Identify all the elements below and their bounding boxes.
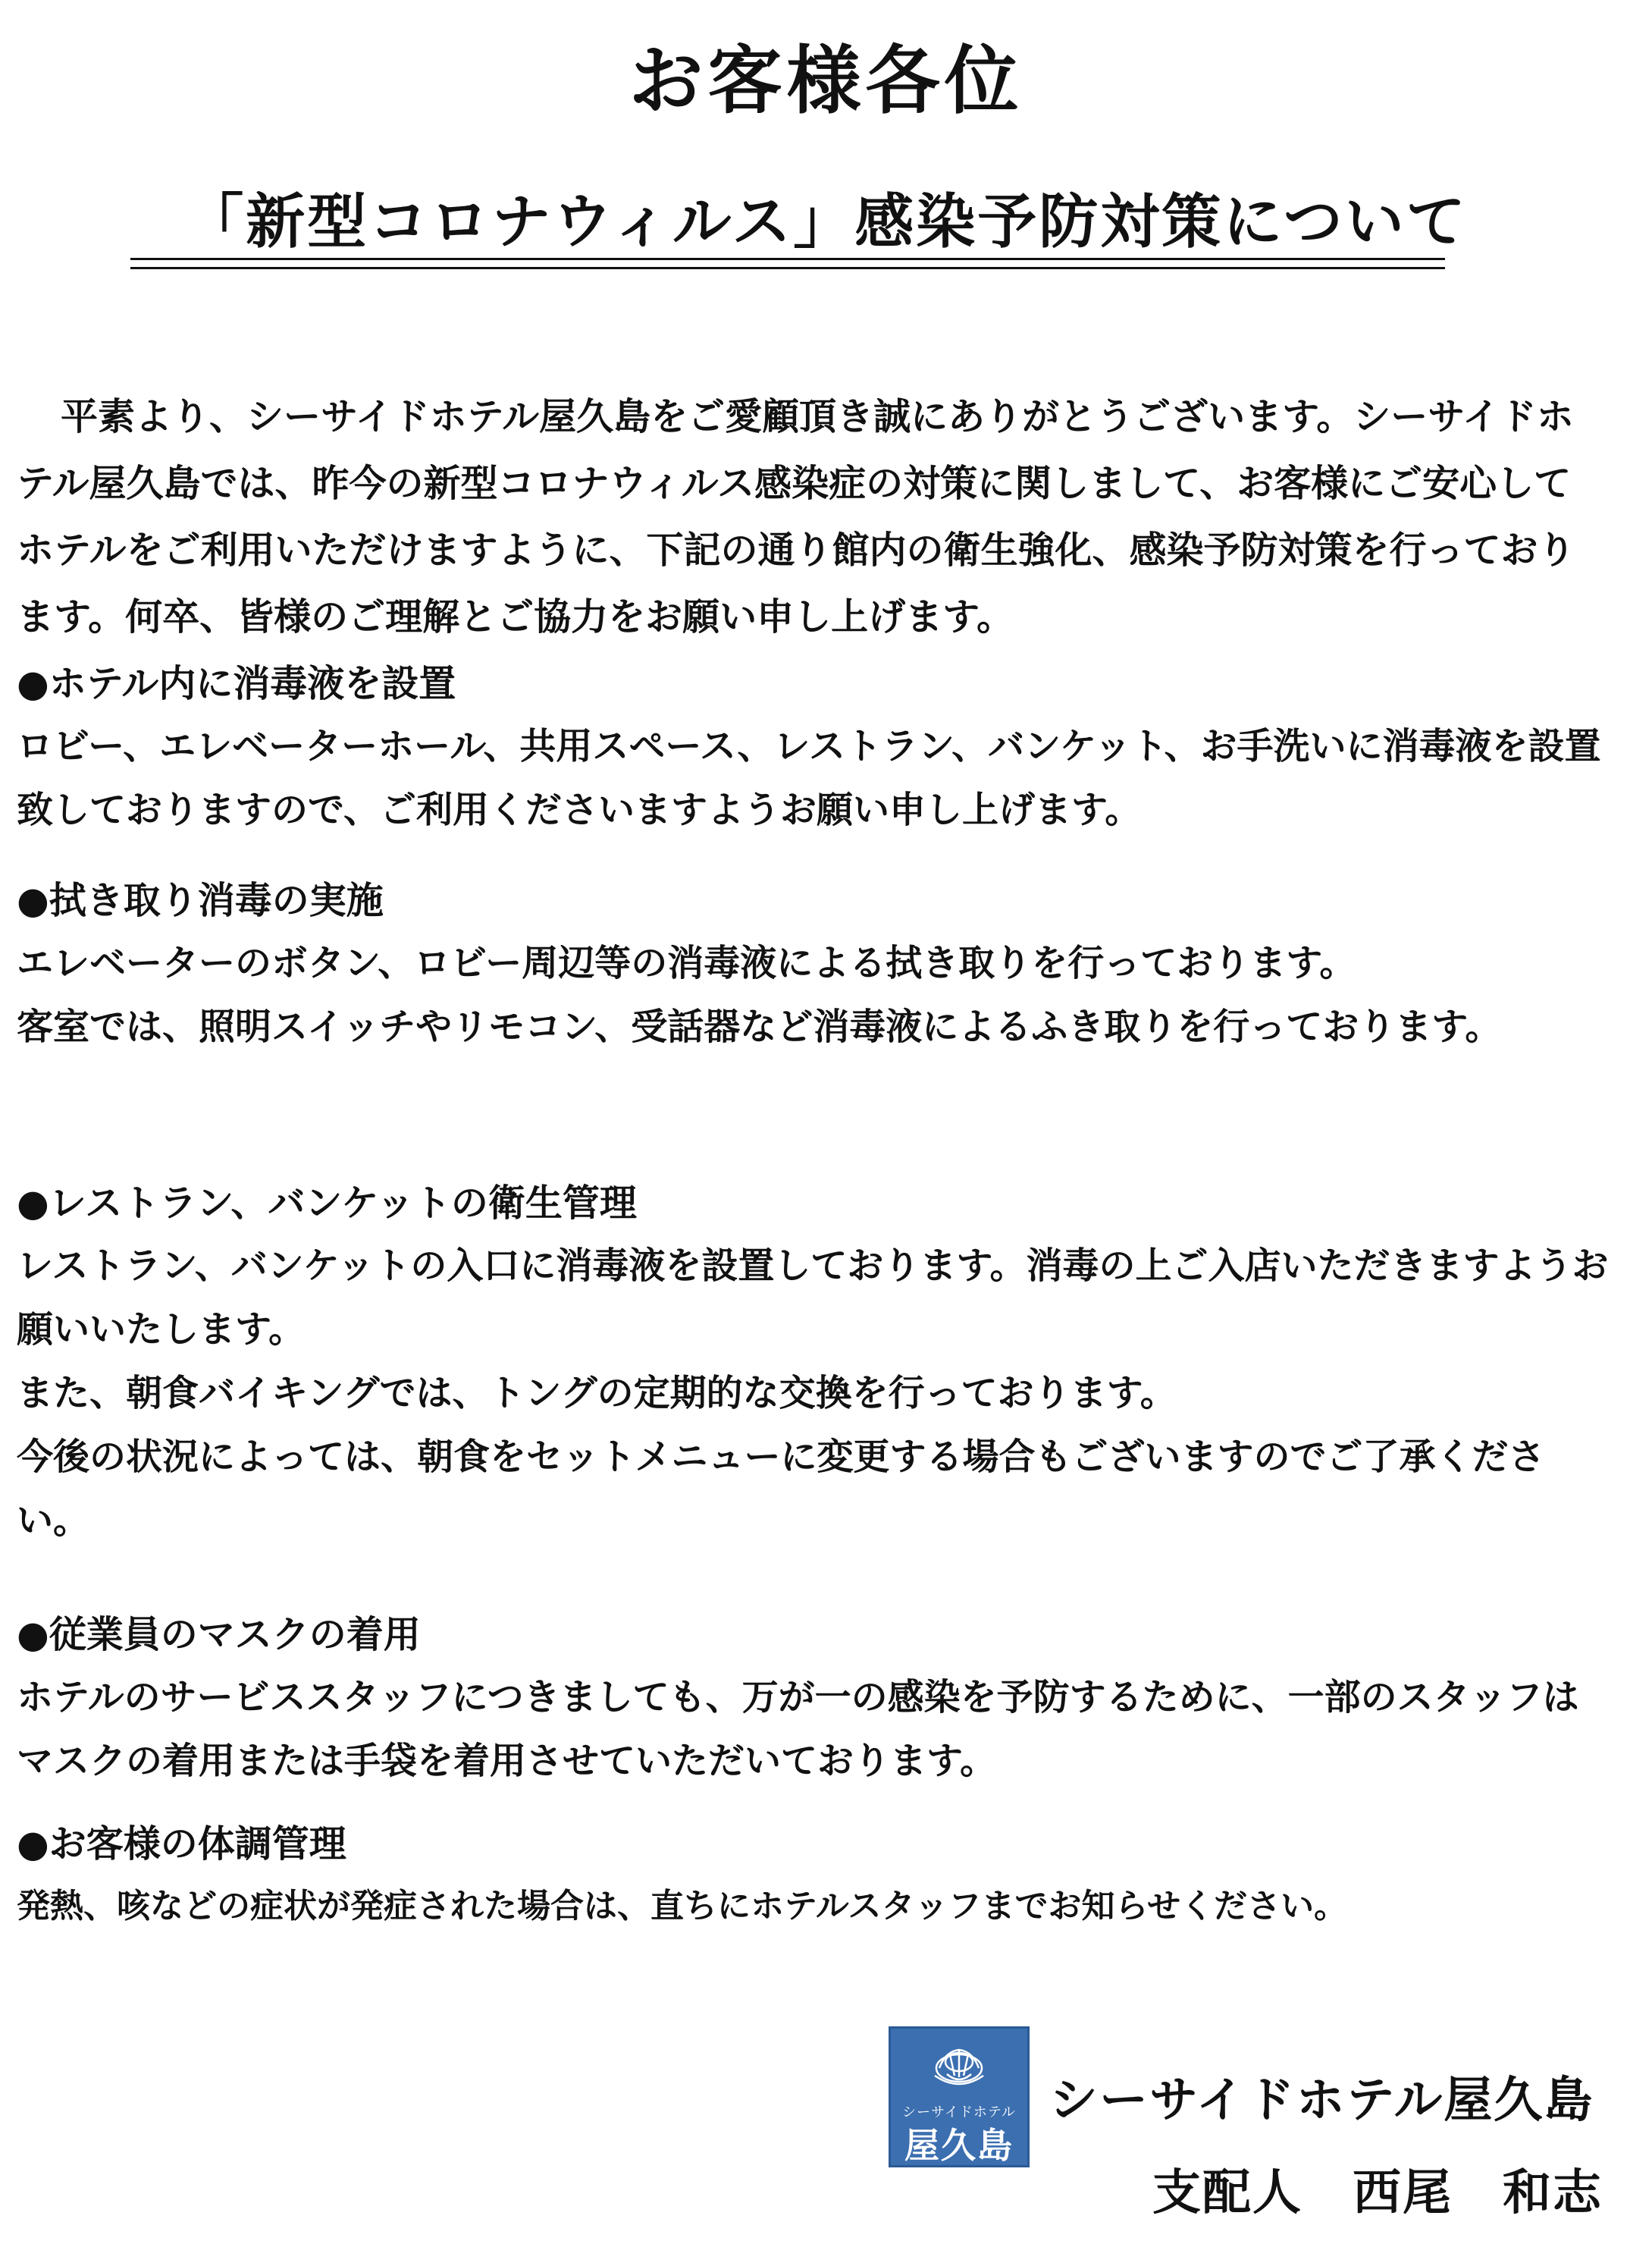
section-text: 客室では、照明スイッチやリモコン、受話器など消毒液によるふき取りを行っております。 <box>17 1006 1502 1048</box>
intro-paragraph: 平素より、シーサイドホテル屋久島をご愛顧頂き誠にありがとうございます。シーサイドホテル屋久島では、昨今の新型コロナウィルス感染症の対策に関しまして、お客様にご安心してホテルをご利用いただけますように、下記の通り館内の衛生強化、感染予防対策を行っております。何卒、皆様のご理解とご協力をお願い申し上げます。 <box>17 395 1575 639</box>
section-heading: ●お客様の体調管理 <box>17 1822 346 1866</box>
section-disinfectant <box>17 654 1609 842</box>
hotel-logo <box>889 2026 1030 2167</box>
section-text: レストラン、バンケットの入口に消毒液を設置しております。消毒の上ご入店いただきますようお願いいたします。 <box>17 1244 1609 1351</box>
section-text: また、朝食バイキングでは、トングの定期的な交換を行っております。 <box>17 1372 1177 1414</box>
page-subtitle: 「新型コロナウィルス」感染予防対策について <box>184 188 1468 256</box>
section-restaurant-hygiene <box>17 1173 1609 1552</box>
hotel-name: シーサイドホテル屋久島 <box>1049 2073 1594 2129</box>
logo-small-text: シーサイドホテル <box>902 2104 1016 2120</box>
section-heading: ●レストラン、バンケットの衛生管理 <box>17 1182 637 1225</box>
section-heading: ●ホテル内に消毒液を設置 <box>17 662 456 705</box>
section-guest-health <box>17 1814 1609 1938</box>
section-text: 発熱、咳などの症状が発症された場合は、直ちにホテルスタッフまでお知らせください。 <box>17 1887 1348 1925</box>
subtitle-underline-bottom <box>130 267 1445 269</box>
section-heading: ●拭き取り消毒の実施 <box>17 879 384 922</box>
section-text: ホテルのサービススタッフにつきましても、万が一の感染を予防するために、一部のスタッフはマスクの着用または手袋を着用させていただいております。 <box>17 1676 1579 1782</box>
logo-big-text: 屋久島 <box>904 2125 1014 2166</box>
page-title: お客様各位 <box>629 38 1023 124</box>
section-text: ロビー、エレベーターホール、共用スペース、レストラン、バンケット、お手洗いに消毒液を設置致しておりますので、ご利用くださいますようお願い申し上げます。 <box>17 725 1601 831</box>
section-text: 今後の状況によっては、朝食をセットメニューに変更する場合もございますのでご了承ください。 <box>17 1436 1545 1542</box>
section-heading: ●従業員のマスクの着用 <box>17 1613 421 1656</box>
subtitle-underline-top <box>130 258 1445 260</box>
section-wipe-disinfection <box>17 871 1609 1059</box>
section-staff-masks <box>17 1605 1609 1793</box>
section-text: エレベーターのボタン、ロビー周辺等の消毒液による拭き取りを行っております。 <box>17 942 1356 984</box>
manager-signature: 支配人 西尾 和志 <box>1152 2165 1603 2221</box>
